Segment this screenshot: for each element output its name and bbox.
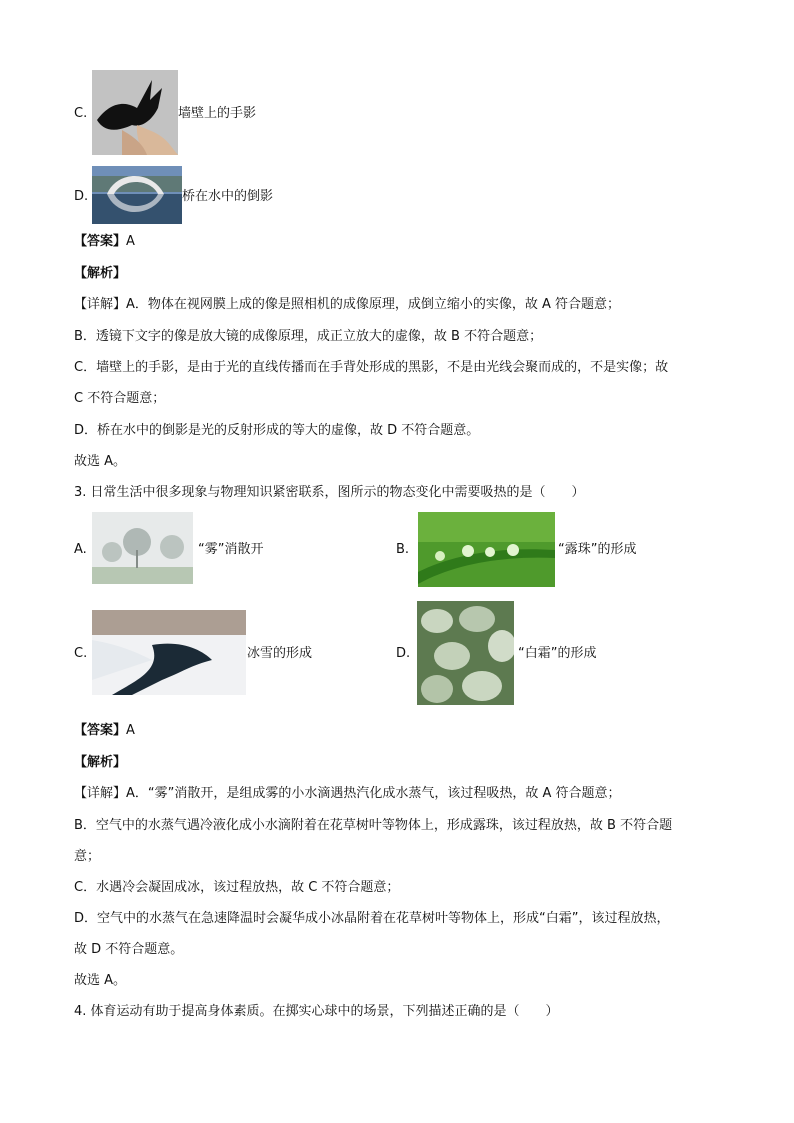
answer-value: A <box>126 234 135 249</box>
q3-detail-line-7: 故选 A。 <box>74 973 127 988</box>
answer-tag: 【答案】 <box>74 234 127 249</box>
q3-stem: 3. 日常生活中很多现象与物理知识紧密联系，图所示的物态变化中需要吸热的是（ ） <box>74 485 585 500</box>
q2-detail-line-4: C 不符合题意； <box>74 391 166 406</box>
q3-detail-line-5: D．空气中的水蒸气在急速降温时会凝华成小冰晶附着在花草树叶等物体上，形成“白霜”，该过程放热， <box>74 911 670 926</box>
q2-option-c-text: 墙壁上的手影 <box>178 106 257 121</box>
answer-value: A <box>126 723 135 738</box>
q3-option-d-text: “白霜”的形成 <box>518 646 597 661</box>
q2-analysis-tag: 【解析】 <box>74 266 127 281</box>
bridge-reflection-image <box>92 166 182 224</box>
q2-detail-line-2: B．透镜下文字的像是放大镜的成像原理，成正立放大的虚像，故 B 不符合题意； <box>74 329 543 344</box>
q3-option-a-text: “雾”消散开 <box>198 542 264 557</box>
q2-option-d-text: 桥在水中的倒影 <box>182 189 274 204</box>
q3-analysis-tag: 【解析】 <box>74 755 127 770</box>
q2-option-c-letter: C. <box>74 106 88 121</box>
q2-detail-line-5: D．桥在水中的倒影是光的反射形成的等大的虚像，故 D 不符合题意。 <box>74 423 480 438</box>
q3-detail-line-3: 意； <box>74 849 101 864</box>
q3-option-c-text: 冰雪的形成 <box>247 646 313 661</box>
q3-option-b-letter: B. <box>396 542 410 557</box>
q4-stem: 4. 体育运动有助于提高身体素质。在掷实心球中的场景，下列描述正确的是（ ） <box>74 1004 559 1019</box>
q2-detail-line-6: 故选 A。 <box>74 454 127 469</box>
q2-option-d-letter: D. <box>74 189 89 204</box>
q2-detail-line-3: C．墙壁上的手影，是由于光的直线传播而在手背处形成的黑影，不是由光线会聚而成的，不是实像；故 <box>74 360 669 375</box>
q3-detail-line-6: 故 D 不符合题意。 <box>74 942 184 957</box>
q2-detail-line-1: 【详解】A．物体在视网膜上成的像是照相机的成像原理，成倒立缩小的实像，故 A 符合题意； <box>74 297 621 312</box>
dewdrop-image <box>418 512 555 587</box>
q3-option-c-letter: C. <box>74 646 88 661</box>
frost-image <box>417 601 514 705</box>
answer-tag: 【答案】 <box>74 723 127 738</box>
q3-option-d-letter: D. <box>396 646 411 661</box>
q2-answer <box>74 233 135 251</box>
q3-detail-line-2: B．空气中的水蒸气遇冷液化成小水滴附着在花草树叶等物体上，形成露珠，该过程放热，故 B 不符合题 <box>74 818 673 833</box>
q3-answer <box>74 722 135 740</box>
q3-option-b-text: “露珠”的形成 <box>558 542 637 557</box>
snow-river-image <box>92 610 246 695</box>
q3-detail-line-4: C．水遇冷会凝固成冰，该过程放热，故 C 不符合题意； <box>74 880 400 895</box>
fog-image <box>92 512 193 584</box>
hand-shadow-image <box>92 70 178 155</box>
q3-option-a-letter: A. <box>74 542 87 557</box>
q3-detail-line-1: 【详解】A．“雾”消散开，是组成雾的小水滴遇热汽化成水蒸气，该过程吸热，故 A 符合题意； <box>74 786 621 801</box>
